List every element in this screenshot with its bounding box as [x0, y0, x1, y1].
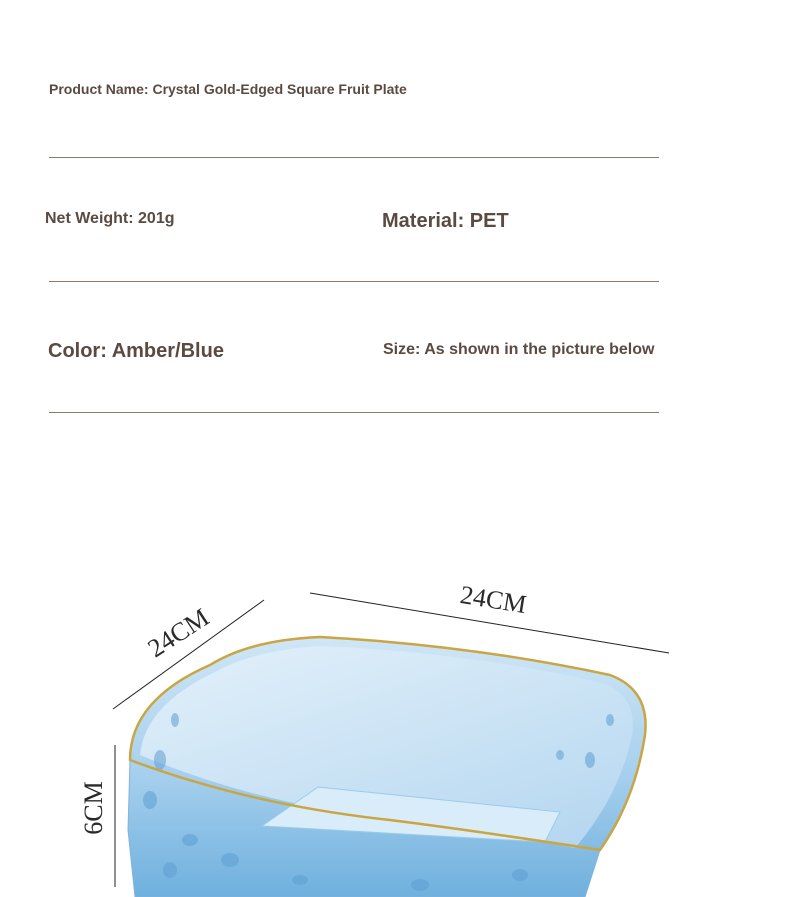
length-dimension-label: 24CM [458, 580, 529, 620]
product-name-label: Product Name: Crystal Gold-Edged Square Fruit Plate [49, 81, 407, 97]
width-dimension-label: 24CM [142, 602, 215, 664]
material-label: Material: PET [382, 210, 509, 232]
color-label: Color: Amber/Blue [48, 340, 224, 362]
size-label: Size: As shown in the picture below [383, 341, 655, 358]
net-weight-label: Net Weight: 201g [45, 210, 175, 227]
height-dimension-label: 6CM [79, 781, 108, 835]
